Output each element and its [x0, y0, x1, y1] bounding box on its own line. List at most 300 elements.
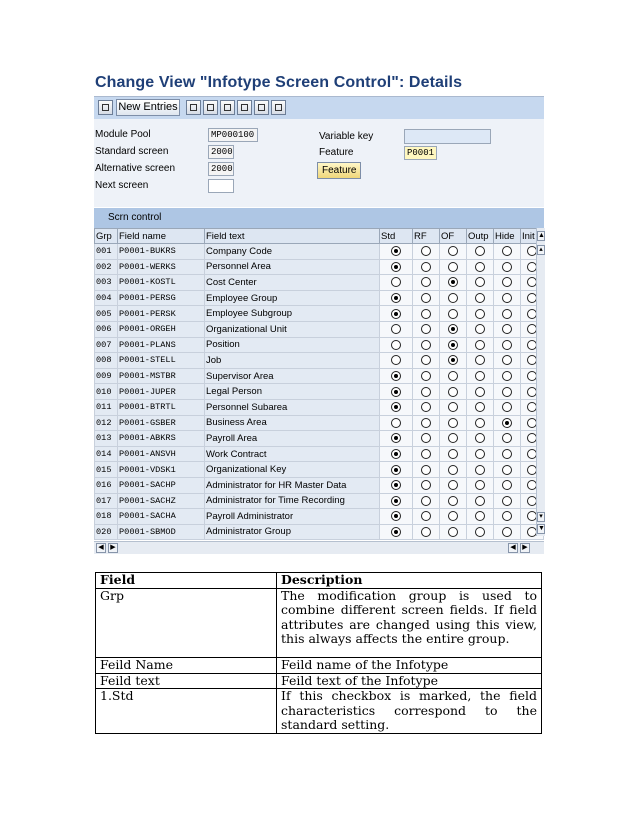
- radio-cell: [467, 524, 494, 540]
- radio-button[interactable]: [475, 527, 485, 537]
- radio-button[interactable]: [475, 480, 485, 490]
- radio-button[interactable]: [421, 496, 431, 506]
- table-row: [95, 368, 544, 384]
- radio-button[interactable]: [448, 433, 458, 443]
- radio-button[interactable]: [502, 480, 512, 490]
- radio-button[interactable]: [475, 511, 485, 521]
- field-name-cell: P0001-SACHP: [118, 477, 205, 493]
- table-row: [95, 275, 544, 291]
- radio-cell: [494, 259, 521, 275]
- radio-cell: [494, 462, 521, 478]
- radio-cell: [380, 368, 413, 384]
- field-cell: Grp: [96, 588, 277, 657]
- column-header[interactable]: Field name: [118, 229, 205, 244]
- radio-cell: [494, 477, 521, 493]
- feature-field[interactable]: P0001: [404, 146, 437, 160]
- description-row: [96, 657, 542, 673]
- radio-cell: [440, 384, 467, 400]
- feature-button[interactable]: Feature: [317, 162, 361, 179]
- description-cell: If this checkbox is marked, the field characteristics correspond to the standard setting.: [277, 689, 542, 734]
- radio-cell: [494, 290, 521, 306]
- radio-button[interactable]: [502, 527, 512, 537]
- radio-cell: [440, 306, 467, 322]
- radio-button[interactable]: [475, 262, 485, 272]
- alternative-screen-label: Alternative screen: [95, 163, 176, 174]
- radio-button[interactable]: [421, 324, 431, 334]
- radio-cell: [413, 415, 440, 431]
- column-header[interactable]: OF: [440, 229, 467, 244]
- radio-cell: [380, 290, 413, 306]
- radio-cell: [467, 415, 494, 431]
- radio-button[interactable]: [391, 449, 401, 459]
- radio-cell: [440, 321, 467, 337]
- radio-button[interactable]: [421, 511, 431, 521]
- radio-cell: [413, 524, 440, 540]
- scroll-left-end-icon[interactable]: ◀: [508, 543, 518, 553]
- radio-button[interactable]: [421, 309, 431, 319]
- radio-button[interactable]: [502, 324, 512, 334]
- radio-cell: [413, 244, 440, 260]
- radio-cell: [467, 384, 494, 400]
- radio-cell: [440, 477, 467, 493]
- radio-button[interactable]: [475, 340, 485, 350]
- field-text-cell: Company Code: [205, 244, 380, 260]
- scroll-right-icon[interactable]: ▶: [108, 543, 118, 553]
- description-cell: Feild text of the Infotype: [277, 673, 542, 689]
- radio-cell: [467, 259, 494, 275]
- radio-cell: [467, 431, 494, 447]
- radio-cell: [494, 493, 521, 509]
- table-row: [95, 306, 544, 322]
- radio-button[interactable]: [448, 496, 458, 506]
- radio-cell: [494, 368, 521, 384]
- radio-cell: [467, 477, 494, 493]
- field-name-cell: P0001-GSBER: [118, 415, 205, 431]
- radio-cell: [380, 477, 413, 493]
- group-cell: 016: [95, 477, 118, 493]
- radio-button[interactable]: [502, 496, 512, 506]
- change-display-icon[interactable]: [98, 100, 113, 115]
- radio-button[interactable]: [475, 309, 485, 319]
- radio-button[interactable]: [391, 355, 401, 365]
- radio-cell: [440, 431, 467, 447]
- next-screen-field[interactable]: [208, 179, 234, 193]
- group-cell: 010: [95, 384, 118, 400]
- radio-button[interactable]: [502, 355, 512, 365]
- radio-button[interactable]: [502, 277, 512, 287]
- radio-button[interactable]: [502, 262, 512, 272]
- radio-button[interactable]: [475, 324, 485, 334]
- radio-cell: [467, 290, 494, 306]
- radio-cell: [467, 446, 494, 462]
- field-text-cell: Personnel Subarea: [205, 399, 380, 415]
- group-cell: 017: [95, 493, 118, 509]
- radio-cell: [440, 244, 467, 260]
- radio-button[interactable]: [391, 433, 401, 443]
- radio-button[interactable]: [475, 433, 485, 443]
- radio-button[interactable]: [421, 480, 431, 490]
- radio-cell: [440, 446, 467, 462]
- field-text-cell: Organizational Unit: [205, 321, 380, 337]
- table-row: [95, 524, 544, 540]
- radio-button[interactable]: [475, 496, 485, 506]
- description-row: [96, 689, 542, 734]
- radio-button[interactable]: [391, 371, 401, 381]
- group-cell: 005: [95, 306, 118, 322]
- table-row: [95, 353, 544, 369]
- field-name-cell: P0001-PERSG: [118, 290, 205, 306]
- table-row: [95, 384, 544, 400]
- radio-button[interactable]: [421, 355, 431, 365]
- radio-button[interactable]: [448, 309, 458, 319]
- column-header[interactable]: Std: [380, 229, 413, 244]
- radio-cell: [467, 275, 494, 291]
- field-cell: 1.Std: [96, 689, 277, 734]
- radio-button[interactable]: [448, 402, 458, 412]
- radio-button[interactable]: [421, 246, 431, 256]
- next-screen-label: Next screen: [95, 180, 149, 191]
- radio-button[interactable]: [421, 527, 431, 537]
- column-header[interactable]: Grp: [95, 229, 118, 244]
- radio-cell: [440, 399, 467, 415]
- radio-cell: [380, 524, 413, 540]
- radio-button[interactable]: [391, 402, 401, 412]
- page-title: Change View "Infotype Screen Control": Details: [95, 74, 463, 91]
- variable-key-field[interactable]: [404, 129, 491, 144]
- radio-button[interactable]: [391, 246, 401, 256]
- radio-button[interactable]: [475, 449, 485, 459]
- radio-cell: [413, 353, 440, 369]
- radio-button[interactable]: [448, 293, 458, 303]
- radio-cell: [380, 353, 413, 369]
- radio-button[interactable]: [502, 309, 512, 319]
- radio-cell: [380, 415, 413, 431]
- radio-button[interactable]: [502, 511, 512, 521]
- scroll-left-icon[interactable]: ◀: [96, 543, 106, 553]
- radio-cell: [440, 524, 467, 540]
- screen-control-table: [94, 208, 544, 554]
- undo-change-icon[interactable]: [220, 100, 235, 115]
- radio-button[interactable]: [475, 293, 485, 303]
- group-cell: 014: [95, 446, 118, 462]
- radio-button[interactable]: [502, 371, 512, 381]
- column-header[interactable]: Init: [521, 229, 544, 244]
- field-name-cell: P0001-SBMOD: [118, 524, 205, 540]
- radio-cell: [467, 509, 494, 525]
- radio-cell: [380, 431, 413, 447]
- table-row: [95, 321, 544, 337]
- radio-button[interactable]: [421, 465, 431, 475]
- radio-button[interactable]: [391, 387, 401, 397]
- radio-cell: [413, 462, 440, 478]
- radio-button[interactable]: [448, 449, 458, 459]
- module-pool-field[interactable]: MP000100: [208, 128, 258, 142]
- field-text-cell: Personnel Area: [205, 259, 380, 275]
- radio-cell: [380, 462, 413, 478]
- radio-cell: [440, 259, 467, 275]
- radio-cell: [413, 290, 440, 306]
- radio-cell: [494, 446, 521, 462]
- field-text-cell: Administrator Group: [205, 524, 380, 540]
- group-cell: 011: [95, 399, 118, 415]
- group-cell: 013: [95, 431, 118, 447]
- group-cell: 001: [95, 244, 118, 260]
- radio-cell: [380, 493, 413, 509]
- description-row: [96, 588, 542, 657]
- radio-button[interactable]: [502, 449, 512, 459]
- field-name-cell: P0001-PLANS: [118, 337, 205, 353]
- radio-button[interactable]: [448, 262, 458, 272]
- field-text-cell: Administrator for Time Recording: [205, 493, 380, 509]
- column-header[interactable]: Outp: [467, 229, 494, 244]
- radio-button[interactable]: [502, 402, 512, 412]
- field-name-cell: P0001-WERKS: [118, 259, 205, 275]
- radio-cell: [440, 275, 467, 291]
- radio-button[interactable]: [421, 449, 431, 459]
- radio-button[interactable]: [502, 340, 512, 350]
- radio-cell: [494, 353, 521, 369]
- radio-cell: [440, 493, 467, 509]
- radio-button[interactable]: [448, 324, 458, 334]
- radio-cell: [494, 244, 521, 260]
- standard-screen-field[interactable]: 2000: [208, 145, 234, 159]
- radio-cell: [494, 306, 521, 322]
- field-name-cell: P0001-BUKRS: [118, 244, 205, 260]
- radio-button[interactable]: [502, 418, 512, 428]
- field-name-cell: P0001-JUPER: [118, 384, 205, 400]
- radio-cell: [467, 337, 494, 353]
- radio-cell: [467, 244, 494, 260]
- radio-button[interactable]: [448, 340, 458, 350]
- vertical-scrollbar[interactable]: [536, 228, 545, 536]
- radio-cell: [494, 431, 521, 447]
- new-entries-button[interactable]: New Entries: [116, 99, 180, 116]
- radio-button[interactable]: [391, 340, 401, 350]
- radio-button[interactable]: [391, 277, 401, 287]
- radio-cell: [494, 384, 521, 400]
- radio-cell: [380, 259, 413, 275]
- radio-cell: [413, 509, 440, 525]
- table-row: [95, 477, 544, 493]
- radio-button[interactable]: [391, 324, 401, 334]
- radio-button[interactable]: [391, 511, 401, 521]
- radio-button[interactable]: [391, 309, 401, 319]
- header-form: [94, 119, 544, 207]
- radio-cell: [494, 321, 521, 337]
- radio-cell: [413, 368, 440, 384]
- radio-cell: [380, 337, 413, 353]
- scroll-bottom-icon[interactable]: ▼: [538, 525, 545, 532]
- radio-cell: [413, 306, 440, 322]
- radio-cell: [467, 353, 494, 369]
- radio-cell: [467, 368, 494, 384]
- alternative-screen-field[interactable]: 2000: [208, 162, 234, 176]
- field-cell: Feild Name: [96, 657, 277, 673]
- radio-cell: [467, 321, 494, 337]
- radio-button[interactable]: [391, 293, 401, 303]
- field-text-cell: Job: [205, 353, 380, 369]
- description-table: [95, 572, 542, 734]
- table-row: [95, 337, 544, 353]
- table-caption: Scrn control: [94, 208, 544, 228]
- header-cell: Description: [277, 573, 542, 589]
- column-header[interactable]: RF: [413, 229, 440, 244]
- radio-button[interactable]: [421, 293, 431, 303]
- group-cell: 006: [95, 321, 118, 337]
- copy-as-icon[interactable]: [186, 100, 201, 115]
- radio-cell: [380, 306, 413, 322]
- scroll-up-icon[interactable]: ▴: [537, 245, 545, 255]
- radio-cell: [467, 493, 494, 509]
- radio-button[interactable]: [502, 293, 512, 303]
- radio-button[interactable]: [448, 277, 458, 287]
- scroll-down-icon[interactable]: ▾: [537, 512, 545, 522]
- radio-cell: [413, 321, 440, 337]
- radio-cell: [467, 306, 494, 322]
- radio-button[interactable]: [391, 465, 401, 475]
- field-text-cell: Administrator for HR Master Data: [205, 477, 380, 493]
- radio-button[interactable]: [421, 433, 431, 443]
- radio-cell: [440, 368, 467, 384]
- radio-cell: [413, 384, 440, 400]
- radio-cell: [440, 353, 467, 369]
- radio-button[interactable]: [448, 480, 458, 490]
- radio-cell: [380, 446, 413, 462]
- radio-cell: [380, 321, 413, 337]
- table-row: [95, 431, 544, 447]
- group-cell: 015: [95, 462, 118, 478]
- application-toolbar: [94, 96, 544, 120]
- radio-button[interactable]: [391, 480, 401, 490]
- radio-cell: [494, 399, 521, 415]
- radio-button[interactable]: [448, 511, 458, 521]
- radio-cell: [380, 275, 413, 291]
- radio-button[interactable]: [475, 387, 485, 397]
- scroll-top-icon[interactable]: ▲: [538, 232, 545, 239]
- radio-button[interactable]: [421, 340, 431, 350]
- field-name-cell: P0001-STELL: [118, 353, 205, 369]
- field-text-cell: Cost Center: [205, 275, 380, 291]
- group-cell: 008: [95, 353, 118, 369]
- group-cell: 018: [95, 509, 118, 525]
- previous-entry-icon[interactable]: [237, 100, 252, 115]
- scroll-right-end-icon[interactable]: ▶: [520, 543, 530, 553]
- module-pool-label: Module Pool: [95, 129, 151, 140]
- radio-button[interactable]: [421, 262, 431, 272]
- field-text-cell: Work Contract: [205, 446, 380, 462]
- radio-button[interactable]: [475, 402, 485, 412]
- radio-button[interactable]: [421, 387, 431, 397]
- column-header[interactable]: Hide: [494, 229, 521, 244]
- radio-button[interactable]: [475, 418, 485, 428]
- next-entry-icon[interactable]: [254, 100, 269, 115]
- radio-cell: [440, 415, 467, 431]
- radio-button[interactable]: [421, 402, 431, 412]
- table-row: [95, 493, 544, 509]
- radio-button[interactable]: [502, 246, 512, 256]
- horizontal-scrollbar[interactable]: [94, 541, 544, 554]
- field-text-cell: Business Area: [205, 415, 380, 431]
- field-name-cell: P0001-ANSVH: [118, 446, 205, 462]
- radio-button[interactable]: [475, 246, 485, 256]
- field-name-cell: P0001-VDSK1: [118, 462, 205, 478]
- field-text-cell: Payroll Area: [205, 431, 380, 447]
- variable-key-label: Variable key: [319, 131, 374, 142]
- table-row: [95, 462, 544, 478]
- radio-button[interactable]: [448, 355, 458, 365]
- column-header[interactable]: Field text: [205, 229, 380, 244]
- radio-button[interactable]: [502, 433, 512, 443]
- radio-cell: [413, 337, 440, 353]
- radio-button[interactable]: [475, 465, 485, 475]
- field-name-cell: P0001-PERSK: [118, 306, 205, 322]
- radio-button[interactable]: [391, 262, 401, 272]
- radio-cell: [440, 509, 467, 525]
- radio-cell: [467, 399, 494, 415]
- radio-cell: [440, 337, 467, 353]
- feature-label: Feature: [319, 147, 354, 158]
- description-row: [96, 673, 542, 689]
- radio-cell: [494, 337, 521, 353]
- field-name-cell: P0001-SACHA: [118, 509, 205, 525]
- description-cell: Feild name of the Infotype: [277, 657, 542, 673]
- radio-button[interactable]: [448, 527, 458, 537]
- table-row: [95, 290, 544, 306]
- radio-button[interactable]: [475, 277, 485, 287]
- radio-button[interactable]: [448, 465, 458, 475]
- radio-button[interactable]: [421, 418, 431, 428]
- radio-button[interactable]: [391, 418, 401, 428]
- radio-button[interactable]: [502, 387, 512, 397]
- field-name-cell: P0001-KOSTL: [118, 275, 205, 291]
- radio-cell: [380, 384, 413, 400]
- radio-cell: [440, 462, 467, 478]
- field-text-cell: Employee Group: [205, 290, 380, 306]
- radio-button[interactable]: [448, 371, 458, 381]
- radio-button[interactable]: [391, 527, 401, 537]
- radio-cell: [440, 290, 467, 306]
- radio-button[interactable]: [421, 371, 431, 381]
- radio-button[interactable]: [421, 277, 431, 287]
- field-name-cell: P0001-ORGEH: [118, 321, 205, 337]
- radio-button[interactable]: [448, 246, 458, 256]
- field-text-cell: Supervisor Area: [205, 368, 380, 384]
- group-cell: 020: [95, 524, 118, 540]
- group-cell: 004: [95, 290, 118, 306]
- radio-button[interactable]: [475, 371, 485, 381]
- header-cell: Field: [96, 573, 277, 589]
- table-row: [95, 244, 544, 260]
- radio-button[interactable]: [475, 355, 485, 365]
- radio-cell: [380, 509, 413, 525]
- radio-cell: [413, 399, 440, 415]
- radio-cell: [467, 462, 494, 478]
- delete-icon[interactable]: [203, 100, 218, 115]
- radio-button[interactable]: [448, 418, 458, 428]
- radio-button[interactable]: [448, 387, 458, 397]
- field-text-cell: Employee Subgroup: [205, 306, 380, 322]
- radio-button[interactable]: [391, 496, 401, 506]
- table-row: [95, 509, 544, 525]
- standard-screen-label: Standard screen: [95, 146, 169, 157]
- radio-cell: [413, 493, 440, 509]
- group-cell: 003: [95, 275, 118, 291]
- field-name-cell: P0001-SACHZ: [118, 493, 205, 509]
- field-name-cell: P0001-BTRTL: [118, 399, 205, 415]
- radio-button[interactable]: [502, 465, 512, 475]
- field-text-cell: Organizational Key: [205, 462, 380, 478]
- select-all-icon[interactable]: [271, 100, 286, 115]
